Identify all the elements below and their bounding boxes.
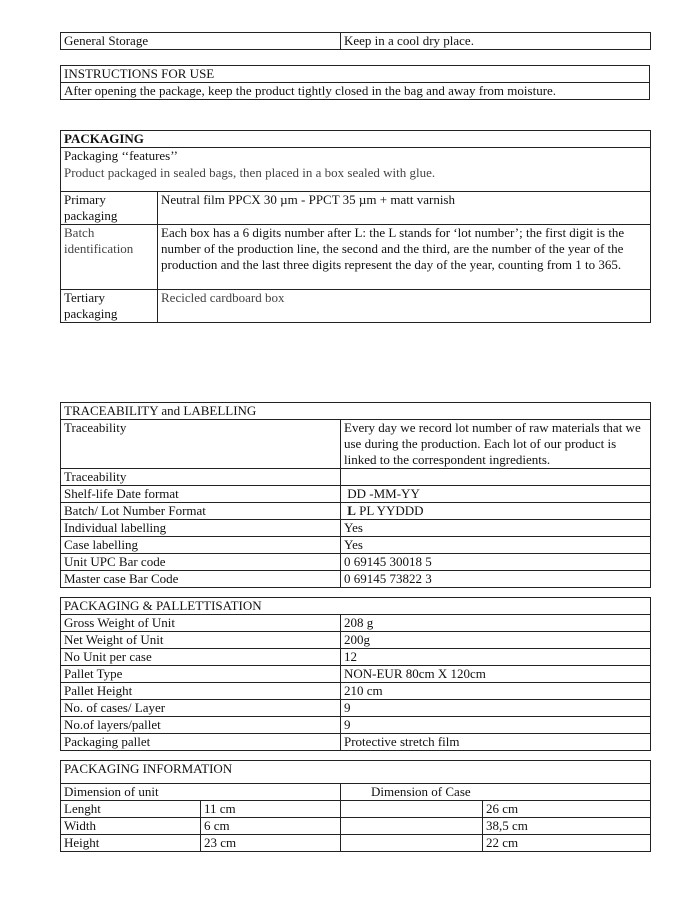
storage-table: [60, 32, 651, 50]
pallet-row-value: 210 cm: [341, 683, 651, 700]
info-case-header: Dimension of Case: [341, 784, 651, 801]
individual-labelling-label: Individual labelling: [61, 520, 341, 537]
info-unit-value: 11 cm: [201, 801, 341, 818]
storage-label: General Storage: [61, 33, 341, 50]
pallet-row-value: 9: [341, 717, 651, 734]
pallet-row-label: No. of cases/ Layer: [61, 700, 341, 717]
pallet-table: [60, 597, 651, 751]
tertiary-packaging-value: Recicled cardboard box: [158, 290, 651, 323]
info-row-label: Lenght: [61, 801, 201, 818]
case-labelling-label: Case labelling: [61, 537, 341, 554]
traceability-first-label: Traceability: [61, 420, 341, 469]
traceability-row-value: [341, 469, 651, 486]
batch-identification-label: Batch identification: [61, 225, 158, 290]
shelf-life-value: DD -MM-YY: [341, 486, 651, 503]
individual-labelling-value: Yes: [341, 520, 651, 537]
pallet-row-label: No Unit per case: [61, 649, 341, 666]
info-empty-cell: [341, 801, 483, 818]
info-empty-cell: [341, 835, 483, 852]
info-title: PACKAGING INFORMATION: [61, 761, 651, 784]
pallet-row-label: Net Weight of Unit: [61, 632, 341, 649]
pallet-row-value: 9: [341, 700, 651, 717]
instructions-text: After opening the package, keep the product tightly closed in the bag and away from moisture.: [61, 83, 650, 100]
master-case-value: 0 69145 73822 3: [341, 571, 651, 588]
info-unit-value: 23 cm: [201, 835, 341, 852]
shelf-life-label: Shelf-life Date format: [61, 486, 341, 503]
instructions-title: INSTRUCTIONS FOR USE: [61, 66, 650, 83]
traceability-table: [60, 402, 651, 588]
master-case-label: Master case Bar Code: [61, 571, 341, 588]
info-case-value: 38,5 cm: [483, 818, 651, 835]
pallet-title: PACKAGING & PALLETTISATION: [61, 598, 651, 615]
traceability-first-value: Every day we record lot number of raw materials that we use during the production. Each lot of our product is linked to the correspondent ingredients.: [341, 420, 651, 469]
pallet-row-value: NON-EUR 80cm X 120cm: [341, 666, 651, 683]
info-case-value: 22 cm: [483, 835, 651, 852]
lot-format-bold: L: [347, 503, 356, 518]
packaging-features-text: Product packaged in sealed bags, then placed in a box sealed with glue.: [61, 165, 651, 192]
info-case-value: 26 cm: [483, 801, 651, 818]
traceability-row-label: Traceability: [61, 469, 341, 486]
pallet-row-label: No.of layers/pallet: [61, 717, 341, 734]
packaging-title: PACKAGING: [61, 131, 651, 148]
lot-format-label: Batch/ Lot Number Format: [61, 503, 341, 520]
pallet-row-label: Pallet Height: [61, 683, 341, 700]
pallet-row-label: Pallet Type: [61, 666, 341, 683]
tertiary-packaging-label: Tertiary packaging: [61, 290, 158, 323]
pallet-row-label: Packaging pallet: [61, 734, 341, 751]
pallet-row-value: Protective stretch film: [341, 734, 651, 751]
primary-packaging-label: Primary packaging: [61, 192, 158, 225]
info-empty-cell: [341, 818, 483, 835]
batch-identification-value: Each box has a 6 digits number after L: the L stands for ‘lot number’; the first digit is the number of the production line, the second and the third, are the number of the year of the production and the last three digits represent the day of the year, counting from 1 to 365.: [158, 225, 651, 290]
packaging-features-label: Packaging ‘‘features’’: [61, 148, 651, 165]
lot-format-value: [341, 503, 651, 520]
info-row-label: Height: [61, 835, 201, 852]
pallet-row-value: 208 g: [341, 615, 651, 632]
pallet-row-label: Gross Weight of Unit: [61, 615, 341, 632]
info-row-label: Width: [61, 818, 201, 835]
unit-upc-value: 0 69145 30018 5: [341, 554, 651, 571]
info-unit-value: 6 cm: [201, 818, 341, 835]
info-unit-header: Dimension of unit: [61, 784, 341, 801]
packaging-table: [60, 130, 651, 323]
pallet-row-value: 12: [341, 649, 651, 666]
lot-format-rest: PL YYDDD: [355, 503, 424, 518]
primary-packaging-value: Neutral film PPCX 30 µm - PPCT 35 µm + matt varnish: [158, 192, 651, 225]
pallet-row-value: 200g: [341, 632, 651, 649]
instructions-table: [60, 65, 650, 100]
case-labelling-value: Yes: [341, 537, 651, 554]
unit-upc-label: Unit UPC Bar code: [61, 554, 341, 571]
info-table: [60, 760, 651, 852]
storage-value: Keep in a cool dry place.: [341, 33, 651, 50]
traceability-title: TRACEABILITY and LABELLING: [61, 403, 651, 420]
